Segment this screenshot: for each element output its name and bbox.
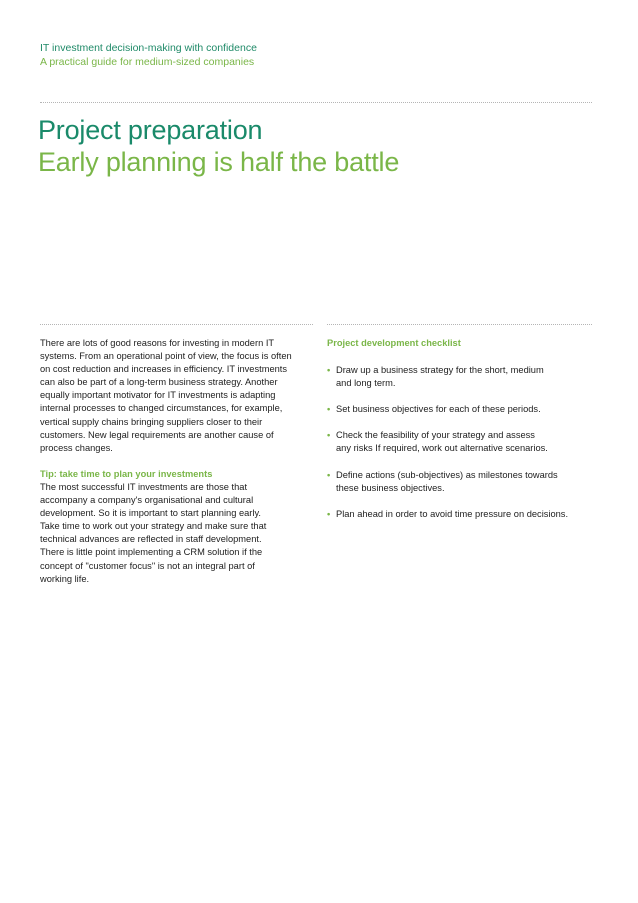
tip-heading: Tip: take time to plan your investments bbox=[40, 468, 213, 479]
checklist-item-line: Check the feasibility of your strategy and assess bbox=[336, 430, 535, 441]
intro-line: There are lots of good reasons for investing in modern IT bbox=[40, 338, 275, 348]
bullet-icon: • bbox=[327, 469, 331, 480]
tip-line: development. So it is important to start planning early. bbox=[40, 508, 262, 519]
tip-line: Take time to work out your strategy and make sure that bbox=[40, 521, 267, 532]
page-title: Project preparation bbox=[38, 115, 263, 145]
checklist-item-line: Set business objectives for each of these periods. bbox=[336, 404, 541, 415]
header-subtitle: A practical guide for medium-sized companies bbox=[40, 56, 255, 68]
right-column bbox=[327, 337, 592, 534]
bullet-icon: • bbox=[327, 404, 331, 415]
tip-line: concept of "customer focus" is not an integral part of bbox=[40, 560, 255, 571]
intro-line: equally important motivator for IT investments is adapting bbox=[40, 390, 276, 401]
checklist-item bbox=[327, 429, 592, 455]
bullet-icon: • bbox=[327, 508, 331, 519]
checklist-item bbox=[327, 508, 592, 521]
right-dotted-divider bbox=[327, 324, 592, 325]
intro-line: vertical supply chains bringing suppliers closer to their bbox=[40, 416, 263, 427]
checklist-item-line: these business objectives. bbox=[336, 482, 445, 493]
tip-line: The most successful IT investments are those that bbox=[40, 481, 248, 492]
intro-line: process changes. bbox=[40, 442, 113, 453]
checklist-item bbox=[327, 403, 592, 416]
header-title: IT investment decision-making with confidence bbox=[40, 42, 257, 54]
top-dotted-divider bbox=[40, 102, 592, 103]
intro-line: can also be part of a long-term business strategy. Another bbox=[40, 377, 278, 388]
tip-line: accompany a company's organisational and cultural bbox=[40, 495, 254, 506]
checklist-item-line: Define actions (sub-objectives) as milestones towards bbox=[336, 469, 558, 480]
checklist-item-line: any risks If required, work out alternative scenarios. bbox=[336, 443, 548, 454]
bullet-icon: • bbox=[327, 365, 331, 376]
running-header bbox=[40, 41, 257, 69]
left-column bbox=[40, 337, 315, 586]
bullet-icon: • bbox=[327, 430, 331, 441]
checklist bbox=[327, 364, 592, 521]
tip-line: There is little point implementing a CRM solution if the bbox=[40, 547, 263, 558]
intro-line: customers. New legal requirements are another cause of bbox=[40, 429, 274, 440]
page-subtitle: Early planning is half the battle bbox=[38, 147, 400, 177]
tip-line: working life. bbox=[40, 573, 90, 584]
intro-line: systems. From an operational point of view, the focus is often bbox=[40, 351, 292, 362]
page-title-block bbox=[38, 114, 399, 178]
checklist-heading: Project development checklist bbox=[327, 338, 461, 348]
intro-line: on cost reduction and increases in efficiency. IT investments bbox=[40, 364, 288, 375]
checklist-item bbox=[327, 469, 592, 495]
intro-paragraph bbox=[40, 337, 315, 455]
paragraph-gap bbox=[40, 455, 315, 468]
checklist-item bbox=[327, 364, 592, 390]
checklist-item-line: and long term. bbox=[336, 378, 396, 389]
checklist-item-line: Draw up a business strategy for the short, medium bbox=[336, 365, 544, 376]
tip-paragraph bbox=[40, 481, 315, 586]
left-dotted-divider bbox=[40, 324, 313, 325]
tip-line: technical advances are reflected in staff development. bbox=[40, 534, 262, 545]
intro-line: internal processes to changed circumstances, for example, bbox=[40, 403, 283, 414]
checklist-item-line: Plan ahead in order to avoid time pressure on decisions. bbox=[336, 508, 569, 519]
